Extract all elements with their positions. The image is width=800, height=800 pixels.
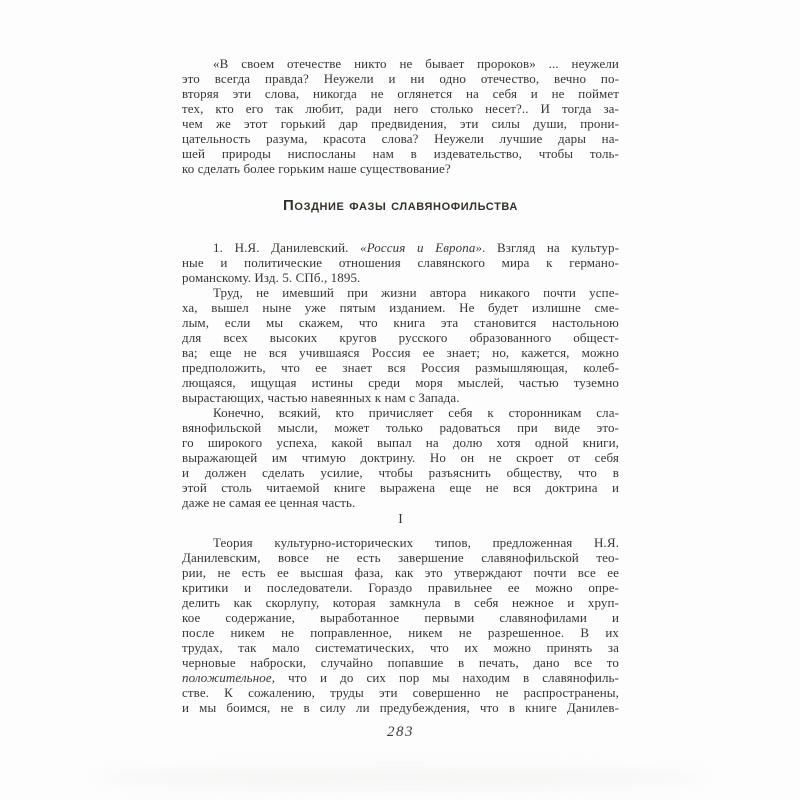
text-line: романскому. Изд. 5. СПб., 1895. <box>182 270 361 285</box>
text-line: ва; еще не вся учившаяся Россия ее знает; но, кажется, можно <box>182 345 619 360</box>
text-line: ха, вышел ныне уже пятым изданием. Не будет излишне сме- <box>182 300 619 315</box>
text-line: лым, если мы скажем, что книга эта становится настольною <box>182 315 619 330</box>
text-line: рии, не есть ее высшая фаза, как это утверждают почти все ее <box>182 565 619 580</box>
body-paragraph <box>182 285 619 405</box>
text-line: предположить, что ее знает вся Россия размышляющая, колеб- <box>182 360 619 375</box>
text-line: делить как скорлупу, которая замкнула в себя нежное и хруп- <box>182 595 619 610</box>
text-line: Данилевским, вовсе не есть завершение славянофильской тео- <box>182 550 619 565</box>
plain-text: 1. Н.Я. Данилевский. <box>213 240 361 255</box>
text-line: трудах, так мало систематических, что их можно принять за <box>182 640 619 655</box>
text-line: Теория культурно-исторических типов, предложенная Н.Я. <box>213 535 619 550</box>
text-line: ко сделать более горьким наше существование? <box>182 161 451 176</box>
chapter-heading: Поздние фазы славянофильства <box>283 197 518 214</box>
text-line <box>182 240 619 255</box>
text-line: шей природы ниспосланы нам в издевательство, чтобы толь- <box>182 146 619 161</box>
body-paragraph <box>182 535 619 715</box>
text-line: вырастающих, частью навеянных к нам с Запада. <box>182 390 460 405</box>
page-edge-shadow <box>95 768 707 788</box>
text-line: Труд, не имевший при жизни автора никакого почти успе- <box>213 285 619 300</box>
text-line: стве. К сожалению, труды эти совершенно не распространены, <box>182 685 619 700</box>
text-line: «В своем отечестве никто не бывает пророков» ... неужели <box>213 56 619 71</box>
bibliography-paragraph <box>182 240 619 285</box>
text-line: кое содержание, выработанное первыми славянофилами и <box>182 610 619 625</box>
plain-text: что и до сих пор мы находим в славянофиль- <box>275 670 619 685</box>
text-line: и мы боимся, не в силу ли предубеждения, что в книге Данилев- <box>182 700 619 715</box>
italic-text: «Россия и Европа» <box>360 240 483 255</box>
text-line: тех, кто его так любит, ради него столько несет?.. И тогда за- <box>182 101 619 116</box>
text-line: и должен сделать усилие, чтобы разъяснить обществу, что в <box>182 465 619 480</box>
text-line: критики и последователи. Гораздо правильнее ее можно опре- <box>182 580 619 595</box>
text-line: для всех высоких кругов русского образованного общест- <box>182 330 619 345</box>
plain-text: . Взгляд на культур- <box>482 240 620 255</box>
text-line: го широкого успеха, какой выпал на долю хотя одной книги, <box>182 435 619 450</box>
text-line: это всегда правда? Неужели и ни одно отечество, вечно по- <box>182 71 619 86</box>
text-column <box>182 56 619 741</box>
text-line: лющаяся, ищущая истины среди моря мыслей, частью туземно <box>182 375 619 390</box>
page-number: 283 <box>387 724 414 740</box>
text-line: после никем не поправленное, никем не разрешенное. В их <box>182 625 619 640</box>
text-line: вторяя эти слова, никогда не оглянется на себя и не поймет <box>182 86 619 101</box>
text-line: ные и политические отношения славянского мира к германо- <box>182 255 619 270</box>
section-marker: I <box>398 511 403 526</box>
text-line: этой столь читаемой книге выражена еще не вся доктрина и <box>182 480 619 495</box>
text-line: выражающей им чтимую доктрину. Но он не скроет от себя <box>182 450 619 465</box>
text-line: чем же этот горький дар предвидения, эти силы души, прони- <box>182 116 619 131</box>
italic-text: положительное, <box>182 670 276 685</box>
text-line: вянофильской мысли, может только радоваться при виде это- <box>182 420 619 435</box>
text-line: черновые наброски, случайно попавшие в печать, дано все то <box>182 655 619 670</box>
text-line: Конечно, всякий, кто причисляет себя к сторонникам сла- <box>213 405 619 420</box>
text-line: цательность разума, красота слова? Неужели лучшие дары на- <box>182 131 619 146</box>
epigraph-paragraph <box>182 56 619 176</box>
body-paragraph <box>182 405 619 510</box>
text-line: даже не самая ее ценная часть. <box>182 495 356 510</box>
text-line <box>182 670 619 685</box>
